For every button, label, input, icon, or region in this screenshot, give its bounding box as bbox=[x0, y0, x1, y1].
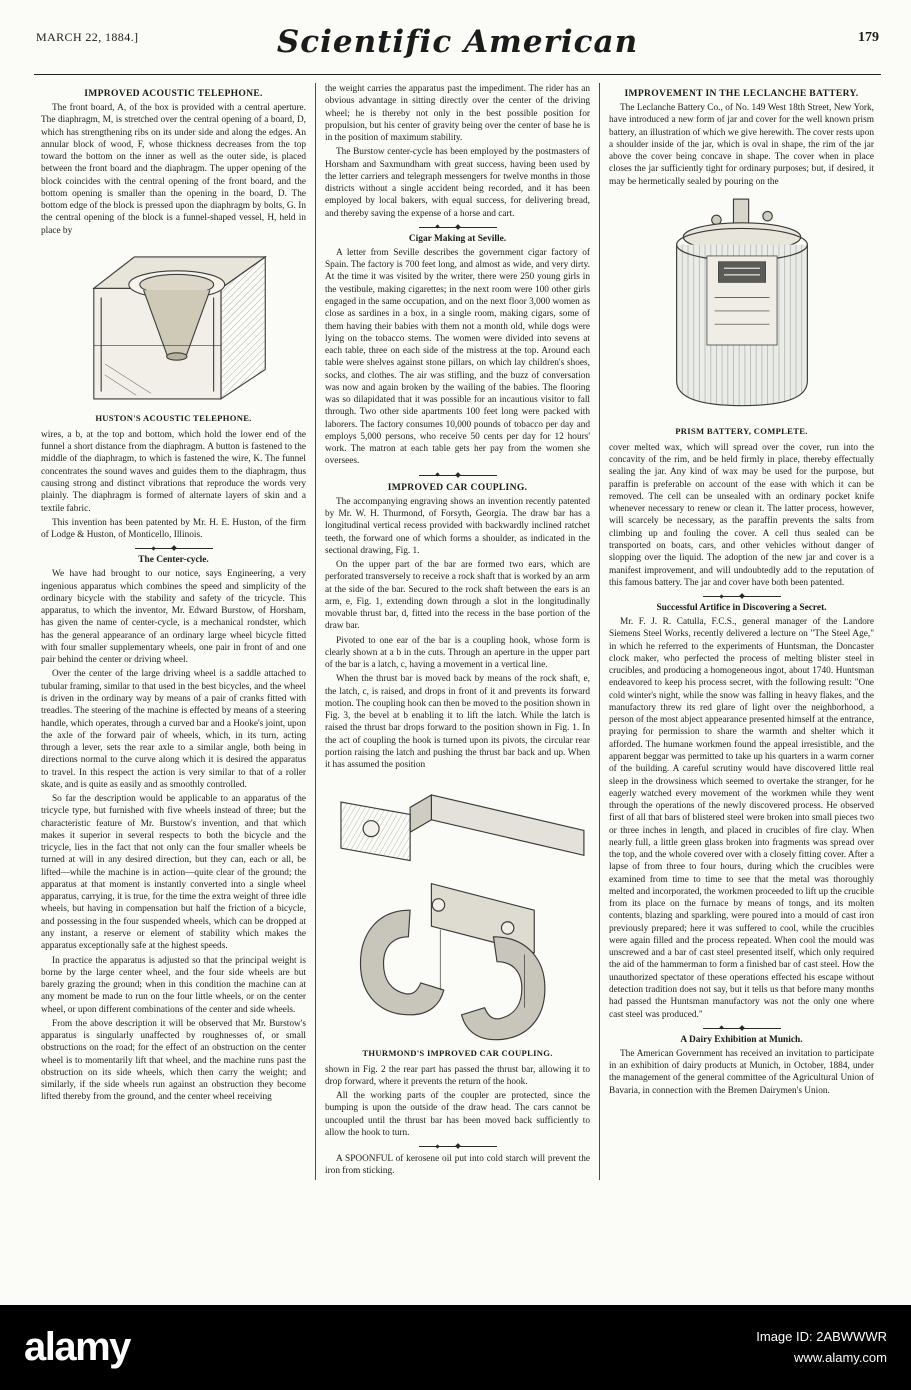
section-divider bbox=[419, 475, 497, 476]
article-paragraph: the weight carries the apparatus past the impediment. The rider has an obvious advantage in sitting directly over the center of the driving wheel; he is thereby not only in the best possible position for propulsion, but his center of gravity being over the center of base he is in the position of maximum stability. bbox=[325, 84, 590, 144]
article-paragraph: We have had brought to our notice, says Engineering, a very ingenious apparatus which combines the speed and simplicity of the ordinary bicycle with the stability and safety of the tricycle. This apparatus, to which the inventor, Mr. Edward Burstow, of Horsham, has given the name of center-cycle, is a mechanical rondster, which has the general appearance of an ordinary large wheel bicycle fitted with four smaller supplementary wheels, one pair in front of and one pair behind the center or driving wheel. bbox=[41, 569, 306, 666]
article-paragraph: The American Government has received an invitation to participate in an exhibition of dairy products at Munich, in October, 1884, under the management of the general committee of the Agricultural Union of Bavaria, in connection with the Bremen Dairymen's Union. bbox=[609, 1048, 874, 1096]
article-paragraph: A letter from Seville describes the government cigar factory of Spain. The factory is 700 feet long, and almost as wide, and very dirty. At the time it was visited by the writer, there were 250 young girls in the vestibule, making cigarettes; in the next room were 100 other girls engaged in the same occupation, and on the next floor 3,000 women as close as sardines in a box, in a single room, making cigars, some of them having their babies with them not a month old, while dogs were lying on the tobacco stems. The women were divided into sevens at each table, three on each side of the mistress at the top. Around each table were shelves against stone pillars, on which lay children's shoes, socks, and clothes. The air was stifling, and the buzz of conversation was now and again broken by the wailing of the babies. The flooring was so dilapidated that it was possible for an incautious visitor to fall through. Two other side apartments 100 feet long were packed with laborers. The factory consumes 10,000 pounds of tobacco per day and employs 5,000 persons, who receive 50 cents per day for 12 hours' work. The matron at each table gets her pay from the women she oversees. bbox=[325, 247, 590, 467]
article-paragraph: On the upper part of the bar are formed two ears, which are perforated transversely to receive a rock shaft that is worked by an arm at the side of the bar. Secured to the rock shaft between the ears is an arm, e, Fig. 1, extending down through a slot in the longitudinally movable thrust bar, d, fitted into the recess in the base portion of the draw bar. bbox=[325, 560, 590, 632]
alamy-logo: alamy bbox=[24, 1325, 130, 1369]
acoustic-telephone-illustration bbox=[68, 244, 280, 410]
article-paragraph: All the working parts of the coupler are protected, since the bumping is upon the outside of the draw head. The cars cannot be uncoupled until the thrust bar has been moved back sufficiently to allow the hook to turn. bbox=[325, 1091, 590, 1138]
article-paragraph: A SPOONFUL of kerosene oil put into cold starch will prevent the iron from sticking. bbox=[325, 1154, 590, 1177]
acoustic-telephone-figure bbox=[41, 244, 306, 423]
watermark-bar bbox=[0, 1305, 911, 1390]
article-paragraph: Over the center of the large driving wheel is a saddle attached to tubular framing, similar to that used in the best bicycles, and the wheel is driven in the ordinary way by means of a pair of cranks fitted with treadles. The steering of the machine is effected by means of a steering handle, which operates, through a curved bar and a Hooke's joint, upon the axle of the forward pair of wheels, which, in its turn, acting through a lever, sets the rear axle to a similar angle, both being in directions normal to the curve along which it is desired the apparatus to travel. In this respect the action is very similar to that of a roller skate, and is quite as easily and as smoothly controlled. bbox=[41, 669, 306, 790]
section-divider bbox=[419, 227, 497, 228]
article-paragraph: cover melted wax, which will spread over the cover, run into the concavity of the rim, and be held firmly in place, thereby effectually sealing the jar. Any kind of wax may be used for the purpose, but paraffin is preferable on account of the ease with which it can be removed. The cell can be unsealed with an ordinary pocket knife whenever necessary to renew or clean it. The latter process, however, will scarcely be necessary, as the paraffin prevents the salts from climbing up and fouling the cover. A cell thus sealed can be transported on boats, cars, and other vehicles without danger of slopping over the liquid. The adoption of the new jar and cover is a manifest improvement, and will undoubtedly add to the reputation of this famous battery. The jar and cover have both been patented. bbox=[609, 442, 874, 588]
car-coupling-figure bbox=[325, 779, 590, 1058]
article-paragraph: From the above description it will be observed that Mr. Burstow's apparatus is singularly unaffected by roughnesses of, or small obstructions on the road; for the effect of an obstruction on the center wheel is to momentarily lift that wheel, and the machine runs past the obstruction on its side wheels, which then carry the weight; and similarly, if the side wheels run against an obstruction they become lifted thereby from the ground, and the center wheel receiving bbox=[41, 1018, 306, 1103]
section-divider bbox=[419, 1146, 497, 1147]
prism-battery-figure bbox=[609, 195, 874, 436]
publication-title: Scientific American bbox=[276, 24, 639, 60]
article-paragraph: Mr. F. J. R. Catulla, F.C.S., general manager of the Landore Siemens Steel Works, recently delivered a lecture on "The Steel Age," in which he referred to the experiments of Huntsman, the Doncaster clock maker, who perfected the process of melting blister steel in crucibles, and producing a homogeneous ingot, about 1740. Huntsman endeavored to keep his process secret, with the following result: "One cold winter's night, while the snow was falling in heavy flakes, and the manufactory threw its red glare of light over the neighborhood, a person of the most abject appearance presented himself at the entrance, praying for permission to share the warmth and shelter which it afforded. The humane workmen found the appeal irresistible, and the apparent beggar was permitted to take up his quarters in a warm corner of the building. A careful scrutiny would have discovered little real sleep in the drowsiness which seemed to overtake the stranger, for he eagerly watched every movement of the workmen while they went through the operations of the newly discovered process. He observed first of all that bars of blistered steel were broken into small pieces two or three inches in length, and placed in crucibles of fire clay. When nearly full, a little green glass broken into fragments was spread over the top, and the whole covered over with a closely fitting cover. After a lapse of from three to four hours, during which the crucibles were examined from time to time to see that the metal was thoroughly melted and incorporated, the workmen proceeded to lift up the crucible from its place on the furnace by means of tongs, and its molten contents, blazing and sparkling, were poured into a mould of cast iron previously prepared; here it was suffered to cool, while the crucibles were again filled and the process repeated. When cool the mould was unscrewed and a bar of cast steel presented itself, which only required the aid of the hammerman to form a finished bar of cast steel. How the unauthorized spectator of these operations effected his escape without detection tradition does not say, but it tells us that before many months had passed the Huntsman manufactory was not the only one where cast steel was produced." bbox=[609, 617, 874, 1020]
article-paragraph: shown in Fig. 2 the rear part has passed the thrust bar, allowing it to drop forward, where it prevents the return of the hook. bbox=[325, 1064, 590, 1087]
figure-caption: THURMOND'S IMPROVED CAR COUPLING. bbox=[362, 1047, 553, 1058]
article-paragraph: This invention has been patented by Mr. H. E. Huston, of the firm of Lodge & Huston, of Monticello, Illinois. bbox=[41, 517, 306, 541]
article-paragraph: The front board, A, of the box is provided with a central aperture. The diaphragm, M, is stretched over the central opening of a board, D, which has strengthening ribs on its under side and along the edges. An annular block of wood, F, whose thickness decreases from the top toward the bottom on the inner as well as the outer side, is placed between the front board and the diaphragm. The upper opening of the block coincides with the central opening of the front board, and the bottom opening is smaller than the opening in the board, D. The bottom edge of the block is pressed upon the diaphragm by bolts, G. In the central opening of the block is a funnel-shaped vessel, H, held in place by bbox=[41, 103, 306, 236]
article-paragraph: The Leclanche Battery Co., of No. 149 West 18th Street, New York, have introduced a new form of jar and cover for the well known prism battery, an illustration of which we give herewith. The cover rests upon a shoulder inside of the jar, which is oval in shape, the rim of the jar above the cover being concave in shape. The cover when in place closes the jar sufficiently tight for ordinary purposes; but, if desired, it may be hermetically sealed by pouring on the bbox=[609, 103, 874, 187]
column-3 bbox=[599, 83, 883, 1180]
article-paragraph: In practice the apparatus is adjusted so that the principal weight is borne by the large center wheel, and the four side wheels are but barely grazing the ground; when in this condition the machine can at any moment be made to run on the four little wheels, or on the center wheel, or upon different combinations of the center and side wheels. bbox=[41, 955, 306, 1015]
page-number: 179 bbox=[858, 30, 879, 45]
figure-caption: HUSTON'S ACOUSTIC TELEPHONE. bbox=[95, 412, 252, 423]
prism-battery-illustration bbox=[652, 195, 832, 423]
article-title: Cigar Making at Seville. bbox=[408, 233, 507, 244]
article-paragraph: The Burstow center-cycle has been employed by the postmasters of Horsham and Saxmundham with great success, having been used by the letter carriers and telegraph messengers for twelve months in those districts without a single accident being recorded, and it has been employed by local bakers, with equal success, for delivering bread, and thereby saving the expense of a horse and cart. bbox=[325, 147, 590, 219]
article-paragraph: The accompanying engraving shows an invention recently patented by Mr. W. H. Thurmond, of Forsyth, Georgia. The draw bar has a longitudinal vertical recess provided with backwardly inclined ratchet teeth, the forward one of which forms a shoulder, as indicated in the sectional drawing, Fig. 1. bbox=[325, 496, 590, 556]
article-paragraph: When the thrust bar is moved back by means of the rock shaft, e, the latch, c, is raised, and drops in front of it and prevents its forward motion. The coupling hook can then be moved to the position shown in Fig. 3, the bevel at b enabling it to lift the latch. While the latch is raised the thrust bar drops forward to the position shown in Fig. 1. In the act of coupling the hook is turned upon its pivots, the circular rear portion raising the latch and pushing the thrust bar back and up. When it has assumed the position bbox=[325, 674, 591, 771]
car-coupling-illustration bbox=[325, 779, 591, 1045]
column-1 bbox=[32, 83, 315, 1180]
article-title: IMPROVED CAR COUPLING. bbox=[387, 481, 528, 493]
article-paragraph: Pivoted to one ear of the bar is a coupling hook, whose form is clearly shown at a b in the cuts. Through an aperture in the upper part of the bar is a latch, c, having a movement in a vertical line. bbox=[325, 635, 590, 671]
article-title: A Dairy Exhibition at Munich. bbox=[680, 1034, 803, 1045]
article-paragraph: wires, a b, at the top and bottom, which hold the lower end of the funnel a short distance from the diaphragm. A button is fastened to the middle of the diaphragm, to which is fastened the wire, K. The funnel concentrates the sound waves and guides them to the diaphragm, thus causing strong and distinct vibrations that reproduce the words very plainly. The diaphragm is formed of alternate layers of skin and a textile fabric. bbox=[41, 429, 306, 514]
issue-date: MARCH 22, 1884.] bbox=[36, 30, 139, 44]
column-2 bbox=[315, 83, 599, 1180]
alamy-url: www.alamy.com bbox=[794, 1349, 887, 1365]
header-rule bbox=[34, 74, 881, 75]
article-title: IMPROVEMENT IN THE LECLANCHE BATTERY. bbox=[624, 88, 859, 99]
article-title: Successful Artifice in Discovering a Secret. bbox=[656, 603, 827, 614]
article-paragraph: So far the description would be applicable to an apparatus of the tricycle type, but furnished with five wheels instead of three; but the characteristic feature of Mr. Burstow's invention, and that which makes it superior in several respects to both the bicycle and the tricycle, lies in the fact that not only can the four smaller wheels be turned at will in any desired direction, but they can, each or all, be lifted—while the machine is in action—quite clear of the ground; the apparatus at that moment is instantly converted into a single wheel apparatus, carrying, it is true, for the time the extra weight of three idle wheels, but having in compensation but half the friction of a bicycle, and possessing in the four suspended wheels, which can be dropped at any instant, a reserve or element of stability which makes the apparatus exceptionally safe at the highest speeds. bbox=[41, 794, 306, 952]
section-divider bbox=[703, 596, 781, 597]
section-divider bbox=[703, 1028, 781, 1029]
image-id: Image ID: 2ABWWWR bbox=[756, 1329, 887, 1345]
page-header bbox=[32, 24, 883, 70]
section-divider bbox=[135, 548, 213, 549]
figure-caption: PRISM BATTERY, COMPLETE. bbox=[675, 425, 808, 436]
article-title: IMPROVED ACOUSTIC TELEPHONE. bbox=[84, 88, 263, 99]
watermark-meta bbox=[756, 1327, 887, 1367]
article-title: The Center-cycle. bbox=[138, 555, 209, 566]
article-columns bbox=[32, 83, 883, 1180]
